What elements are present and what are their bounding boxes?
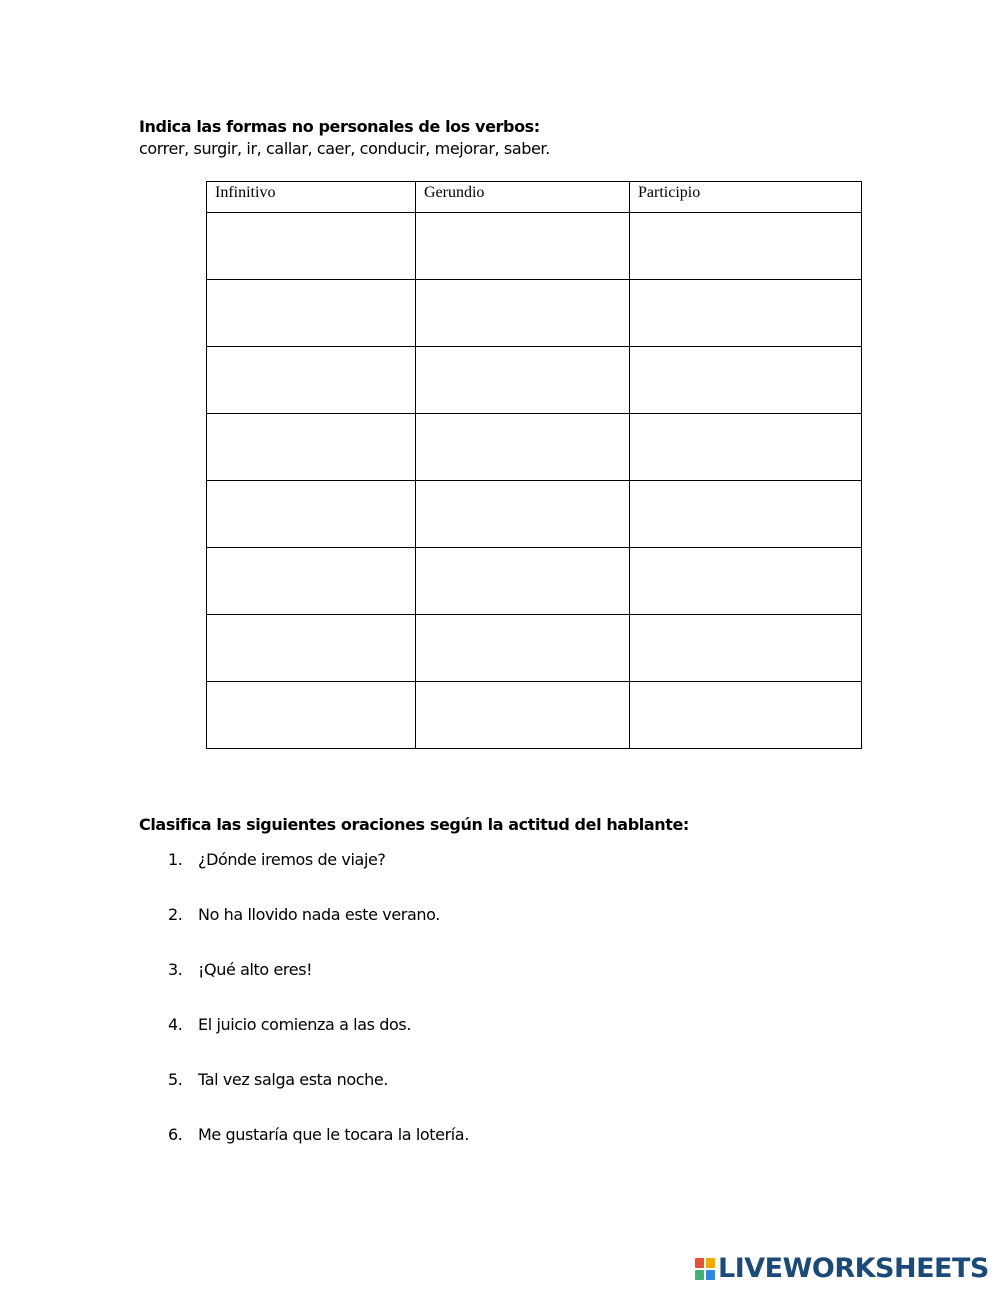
answer-cell-gerundio <box>416 682 630 749</box>
table-header-row <box>207 182 862 213</box>
table-row <box>207 414 862 481</box>
answer-input-infinitivo[interactable] <box>207 615 415 681</box>
answer-input-infinitivo[interactable] <box>207 213 415 279</box>
answer-cell-infinitivo <box>207 280 416 347</box>
table-row <box>207 280 862 347</box>
answer-cell-infinitivo <box>207 414 416 481</box>
logo-square-1 <box>695 1258 704 1268</box>
answer-input-gerundio[interactable] <box>416 548 629 614</box>
answer-cell-gerundio <box>416 414 630 481</box>
item-text: Tal vez salga esta noche. <box>198 1070 389 1089</box>
header-infinitivo: Infinitivo <box>207 182 416 213</box>
item-text: No ha llovido nada este verano. <box>198 905 440 924</box>
answer-cell-gerundio <box>416 481 630 548</box>
answer-input-participio[interactable] <box>630 682 861 748</box>
exercise1-title: Indica las formas no personales de los verbos: <box>139 117 540 136</box>
answer-cell-infinitivo <box>207 682 416 749</box>
item-number: 3. <box>168 960 183 979</box>
liveworksheets-logo-icon <box>694 1257 716 1281</box>
answer-cell-infinitivo <box>207 548 416 615</box>
answer-input-participio[interactable] <box>630 414 861 480</box>
answer-input-participio[interactable] <box>630 615 861 681</box>
answer-input-participio[interactable] <box>630 548 861 614</box>
answer-input-infinitivo[interactable] <box>207 280 415 346</box>
item-number: 4. <box>168 1015 183 1034</box>
answer-input-gerundio[interactable] <box>416 682 629 748</box>
answer-cell-participio <box>630 347 862 414</box>
answer-cell-gerundio <box>416 548 630 615</box>
item-number: 1. <box>168 850 183 869</box>
answer-input-infinitivo[interactable] <box>207 481 415 547</box>
answer-cell-participio <box>630 548 862 615</box>
table-row <box>207 481 862 548</box>
answer-cell-gerundio <box>416 280 630 347</box>
exercise1-verb-list: correr, surgir, ir, callar, caer, conducir, mejorar, saber. <box>139 139 550 158</box>
answer-input-gerundio[interactable] <box>416 213 629 279</box>
logo-square-3 <box>695 1270 704 1280</box>
answer-input-gerundio[interactable] <box>416 414 629 480</box>
item-text: El juicio comienza a las dos. <box>198 1015 412 1034</box>
logo-square-4 <box>706 1270 715 1280</box>
answer-input-participio[interactable] <box>630 347 861 413</box>
answer-input-gerundio[interactable] <box>416 615 629 681</box>
item-text: ¡Qué alto eres! <box>198 960 313 979</box>
answer-cell-infinitivo <box>207 213 416 280</box>
answer-cell-gerundio <box>416 615 630 682</box>
header-participio: Participio <box>630 182 862 213</box>
liveworksheets-logo <box>694 1254 989 1284</box>
logo-square-2 <box>706 1258 715 1268</box>
table-row <box>207 615 862 682</box>
answer-input-gerundio[interactable] <box>416 280 629 346</box>
table-row <box>207 548 862 615</box>
table-row <box>207 682 862 749</box>
answer-cell-infinitivo <box>207 347 416 414</box>
answer-input-infinitivo[interactable] <box>207 347 415 413</box>
answer-cell-participio <box>630 682 862 749</box>
answer-cell-participio <box>630 414 862 481</box>
answer-cell-infinitivo <box>207 615 416 682</box>
item-number: 6. <box>168 1125 183 1144</box>
answer-input-participio[interactable] <box>630 213 861 279</box>
answer-cell-gerundio <box>416 347 630 414</box>
item-number: 2. <box>168 905 183 924</box>
answer-cell-gerundio <box>416 213 630 280</box>
answer-input-gerundio[interactable] <box>416 481 629 547</box>
answer-cell-participio <box>630 213 862 280</box>
answer-input-infinitivo[interactable] <box>207 414 415 480</box>
answer-input-infinitivo[interactable] <box>207 548 415 614</box>
item-text: Me gustaría que le tocara la lotería. <box>198 1125 469 1144</box>
verb-forms-table <box>206 181 862 749</box>
answer-input-infinitivo[interactable] <box>207 682 415 748</box>
answer-cell-participio <box>630 280 862 347</box>
answer-cell-infinitivo <box>207 481 416 548</box>
table-row <box>207 347 862 414</box>
header-gerundio: Gerundio <box>416 182 630 213</box>
answer-cell-participio <box>630 615 862 682</box>
item-number: 5. <box>168 1070 183 1089</box>
table-row <box>207 213 862 280</box>
answer-input-participio[interactable] <box>630 280 861 346</box>
logo-text: LIVEWORKSHEETS <box>718 1253 989 1284</box>
item-text: ¿Dónde iremos de viaje? <box>198 850 386 869</box>
answer-cell-participio <box>630 481 862 548</box>
answer-input-gerundio[interactable] <box>416 347 629 413</box>
answer-input-participio[interactable] <box>630 481 861 547</box>
exercise2-title: Clasifica las siguientes oraciones según la actitud del hablante: <box>139 815 689 834</box>
